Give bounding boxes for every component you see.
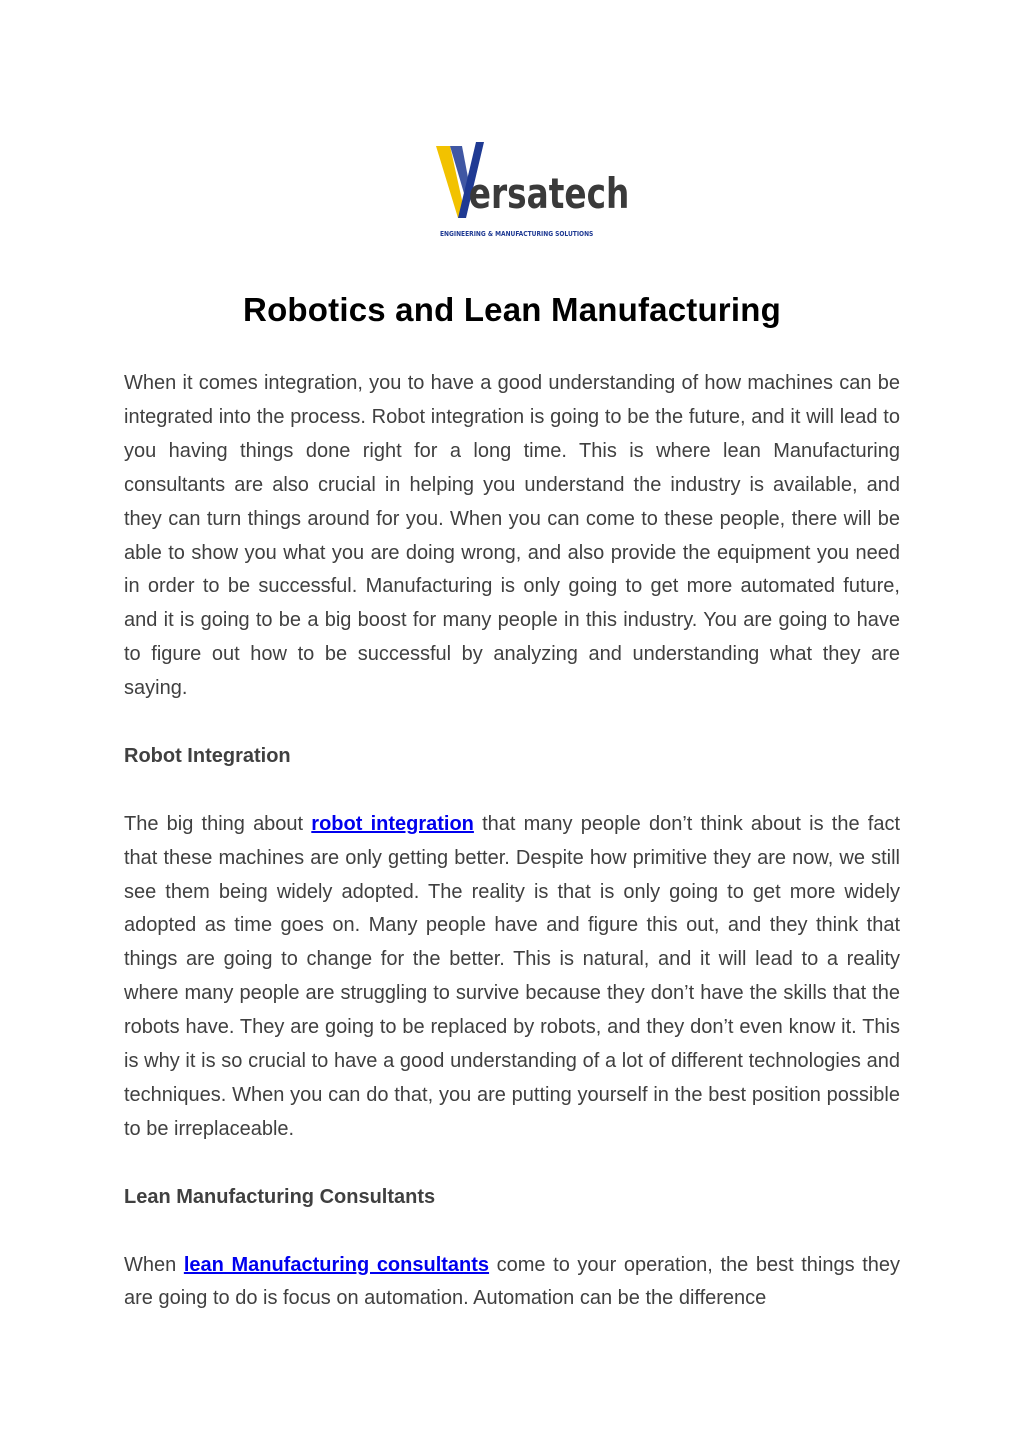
paragraph-text: that many people don’t think about is the fact that these machines are only getting better. Despite how primitive they are now, we still see them being widely adopted. The reality is that is only going to get more widely adopted as time goes on. Many people have and figure this out, and they think that things are going to change for the better. This is natural, and it will lead to a reality where many people are struggling to survive because they don’t have the skills that the robots have. They are going to be replaced by robots, and they don’t even know it. This is why it is so crucial to have a good understanding of a lot of different technologies and techniques. When you can do that, you are putting yourself in the best position possible to be irreplaceable. (124, 812, 901, 1140)
versatech-logo-graphic (436, 140, 630, 250)
robot-integration-paragraph (124, 808, 900, 1147)
paragraph-text: The big thing about (124, 812, 312, 835)
intro-paragraph: When it comes integration, you to have a good understanding of how machines can be integrated into the process. Robot integration is going to be the future, and it will lead to you having things done right for a long time. This is where lean Manufacturing consultants are also crucial in helping you understand the industry is available, and they can turn things around for you. When you can come to these people, there will be able to show you what you are doing wrong, and also provide the equipment you need in order to be successful. Manufacturing is only going to get more automated future, and it is going to be a big boost for many people in this industry. You are going to have to figure out how to be successful by analyzing and understanding what they are saying. (124, 372, 900, 700)
document-body (124, 367, 900, 1316)
section-heading-lean-consultants: Lean Manufacturing Consultants (124, 1185, 436, 1208)
robot-integration-link[interactable]: robot integration (311, 812, 474, 835)
lean-consultants-paragraph (124, 1249, 900, 1317)
logo-tagline: ENGINEERING & MANUFACTURING SOLUTIONS (440, 230, 594, 238)
paragraph-text: When (124, 1253, 184, 1276)
logo-brand-text: ersatech (468, 168, 630, 219)
versatech-logo (436, 140, 630, 250)
page-title: Robotics and Lean Manufacturing (243, 291, 781, 328)
paragraph-text: come to your operation, the best things they are going to do is focus on automation. Automation can be the difference (124, 1253, 900, 1310)
lean-manufacturing-consultants-link[interactable]: lean Manufacturing consultants (183, 1253, 490, 1276)
section-heading-robot-integration: Robot Integration (124, 744, 291, 767)
